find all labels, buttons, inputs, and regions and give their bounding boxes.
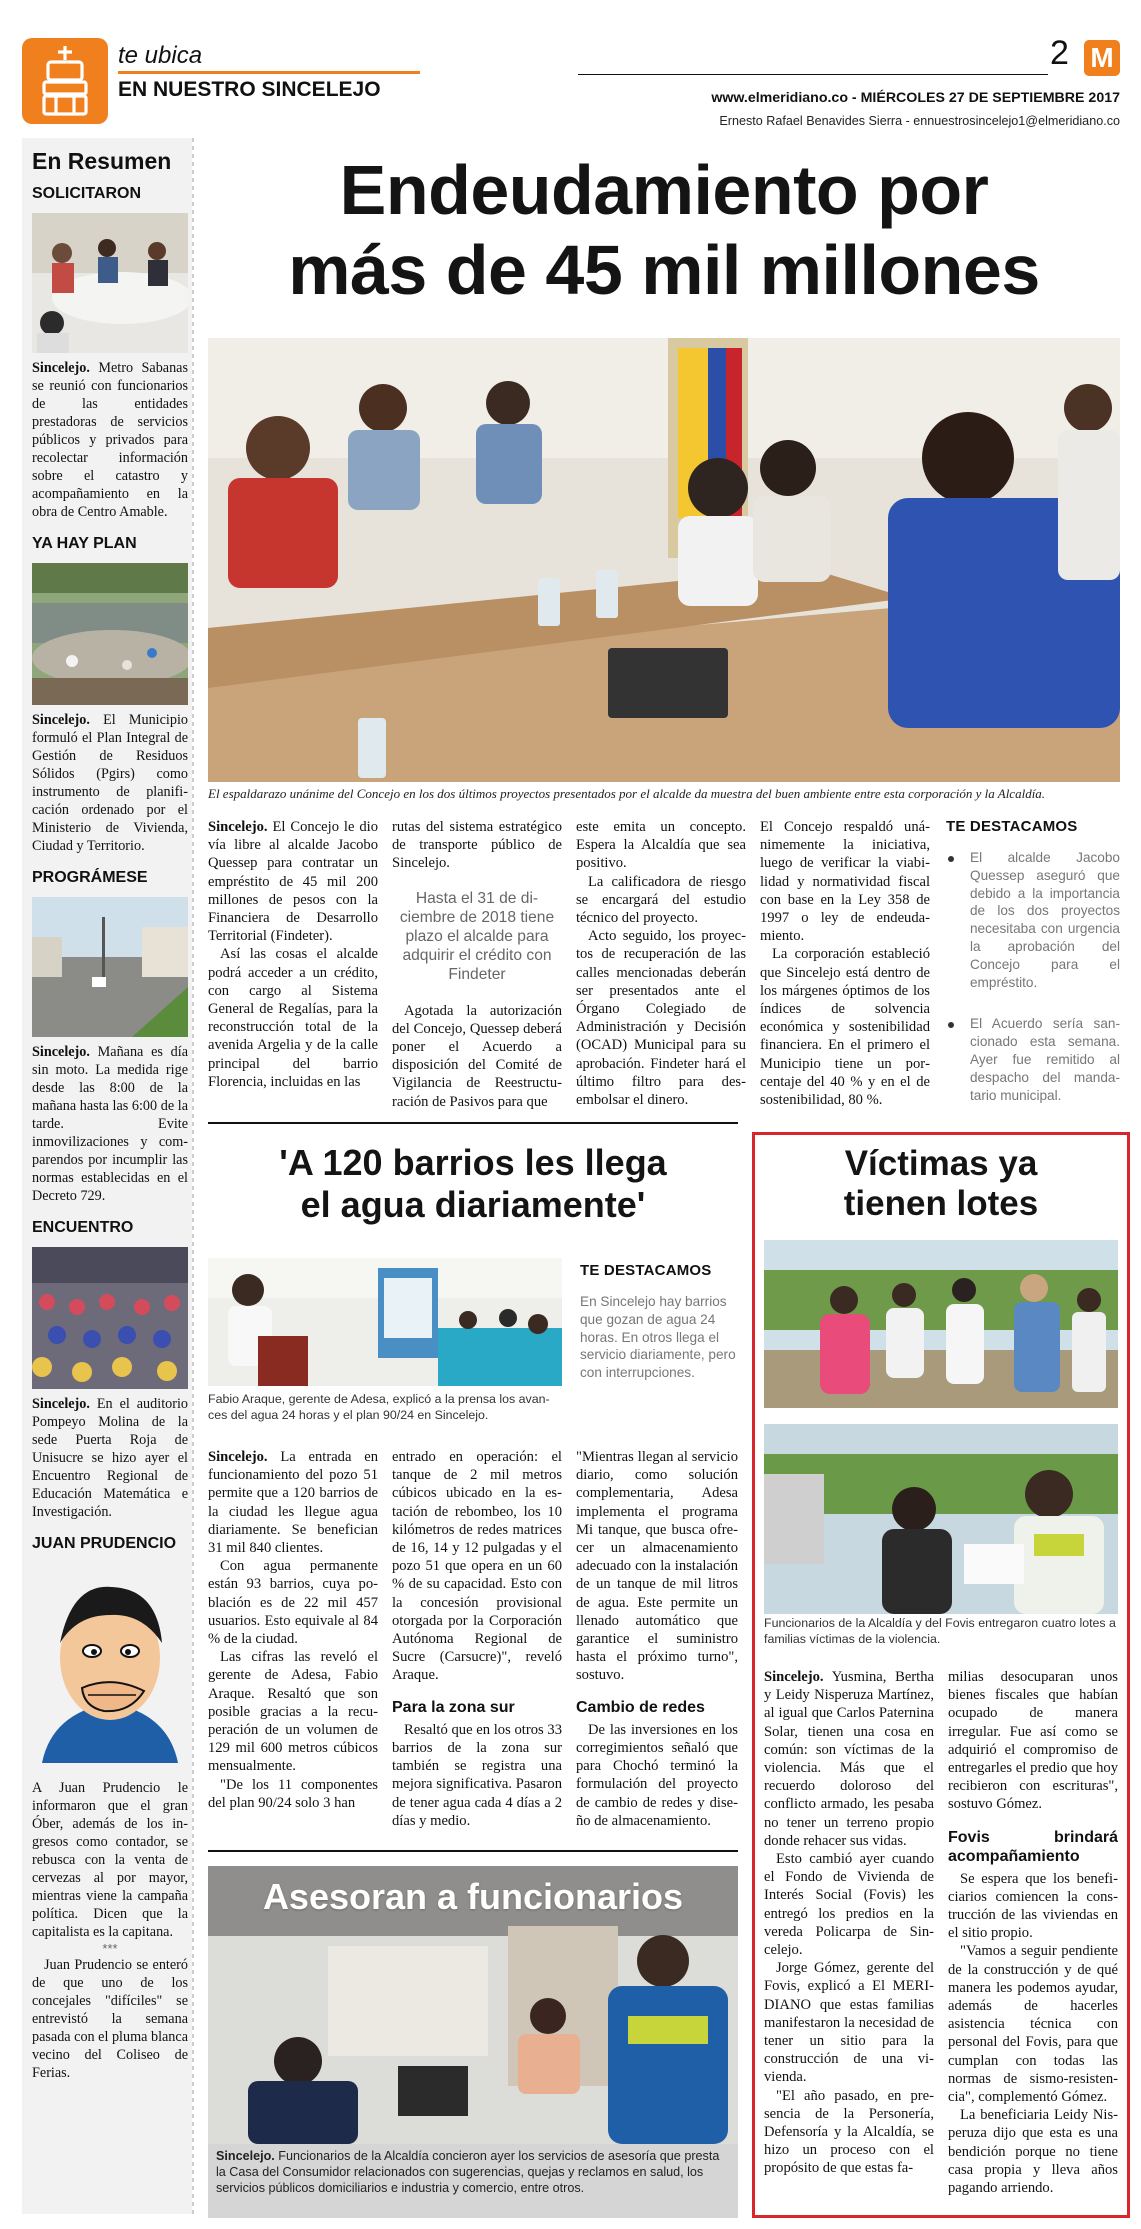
photo-adesa-press (208, 1258, 562, 1386)
text: El Concejo le dio vía libre al alcalde Jacobo Quessep para contratar un empréstito de 45 mil 200 millones de pesos con la Financiera de Desarrollo Territorial (Findeter). (208, 819, 378, 945)
top-rule (578, 74, 1048, 75)
main-headline-line2: más de 45 mil millones (288, 231, 1040, 309)
juan-prudencio-cartoon (32, 1563, 188, 1769)
victimas-headline-line1: Víctimas ya (844, 1144, 1038, 1183)
main-col-4 (760, 818, 930, 1109)
victimas-headline-line2: tienen lotes (843, 1184, 1039, 1223)
text: entrado en operación: el tanque de 2 mil metros cúbicos ubicado en la estación de rebombeo, los 10 kilómetros de redes matrices de 16, 14 y 12 pulgadas y el pozo 51 que opera en un 60 % de su capacidad. Esto con la concesión provisional otorgada por la Corporación Autónoma Regional de Sucre (Carsucre)", reveló Araque. (392, 1449, 562, 1684)
agua-col-3 (576, 1448, 738, 1830)
text: La calificadora de riesgo se encargará del estudio técnico del proyecto. (576, 873, 746, 927)
lead: Sincelejo. (208, 819, 268, 835)
sidebar-extra: Juan Prudencio se enteró de que uno de los concejales "difíciles" se entrevistó la semana pasada con el pluma blanca vecino del Coliseo de Ferias. (32, 1957, 188, 2081)
victimas-col-1 (764, 1668, 934, 2178)
section-title-top: te ubica (118, 42, 203, 69)
victimas-photo-caption: Funcionarios de la Alcaldía y del Fovis entregaron cuatro lotes a familias víctimas de la violencia. (764, 1616, 1116, 1646)
editor-line: Ernesto Rafael Benavides Sierra - ennuestrosincelejo1@elmeridiano.co (719, 114, 1120, 128)
sidebar-text-2 (32, 1043, 188, 1205)
section-divider (208, 1850, 738, 1852)
dateline (560, 90, 1120, 106)
text: "El año pasado, en presencia de la Personería, Defensoría y la Alcaldía, se hizo un proceso con el propósito de que estas fa- (764, 2087, 934, 2177)
agua-headline-line2: el agua diariamente' (300, 1184, 646, 1225)
text: Yusmina, Bertha y Leidy Nisperuza Martínez, al igual que Carlos Paternina Solar, tienen una cosa en común: son víctimas de la violencia. Más que el recuerdo doloroso del conflicto armado, les pesaba no tener un terreno propio donde rehacer sus vidas. (764, 1669, 934, 1849)
section-title-rule (118, 71, 420, 74)
body: Metro Sabanas se reunió con funcionarios de las entidades prestadoras de servicios públicos y privados para recolectar información sobre el catastro y acompañamiento en la obra de Centro Amable. (32, 360, 188, 520)
victimas-headline (760, 1144, 1122, 1224)
logo-letter: M (1090, 42, 1114, 73)
text: Agotada la autorización del Concejo, Quessep deberá poner el Acuerdo a disposición del Comité de Vigilancia de Reestructuración de Pasivos para que (392, 1002, 562, 1110)
section-divider (208, 1122, 738, 1124)
photo-residuos-thumb (32, 563, 188, 705)
lead: Sincelejo. (32, 360, 90, 376)
agua-destacamos (580, 1262, 738, 1382)
sidebar-heading-ya-hay-plan: YA HAY PLAN (32, 535, 137, 552)
main-headline (208, 150, 1120, 310)
agua-subhead-zona-sur: Para la zona sur (392, 1698, 515, 1716)
text: La beneficiaria Leidy Nisperuza dijo que esta es una bendición porque no tiene casa propia y lleva años pagando arriendo. (948, 2107, 1118, 2197)
text: Así las cosas el alcalde podrá acceder a un crédito, con cargo al Sistema General de Regalías, para la reconstrucción total de la avenida Argelia y de la calle principal del barrio Florencia, incluidas en las (208, 946, 378, 1090)
main-headline-line1: Endeudamiento por (339, 151, 989, 229)
text: Acto seguido, los proyectos de recuperación de las calles mencionadas deberán ser presentados ante el Órgano Colegiado de Administración y Decisión (OCAD) Municipal para su aprobación. Findeter hará el último filtro para desembolsar el dinero. (576, 928, 746, 1109)
main-col-3 (576, 818, 746, 1109)
agua-photo-caption: Fabio Araque, gerente de Adesa, explicó a la prensa los avances del agua 24 horas y el plan 90/24 en Sincelejo. (208, 1392, 550, 1422)
bullet-icon (948, 856, 954, 862)
sidebar-stars: *** (102, 1941, 118, 1956)
text: "Mientras llegan al servicio diario, como solución complementaria, Adesa implementa el programa Mi tanque, que busca ofrecer un almacenamiento adecuado con la instalación de un tanque de mil litros de agua. Este permite un llenado automático que garantice el suministro hasta el próximo turno", sostuvo. (576, 1449, 738, 1684)
pullquote: Hasta el 31 de diciembre de 2018 tiene plazo el alcalde para adquirir el crédito con Findeter (399, 889, 555, 983)
lead: Sincelejo. (764, 1669, 824, 1685)
body: En el auditorio Pompeyo Molina de la sede Puerta Roja de Unisucre se hizo ayer el Encuentro Regional de Educación Matemática e Investigación. (32, 1396, 188, 1520)
destacamos-item-2: El Acuerdo sería sancionado esta semana. Ayer fue remitido al despacho del mandatario municipal. (970, 1016, 1120, 1103)
body: Mañana es día sin moto. La medida rige desde las 8:00 de la mañana hasta las 6:00 de la tarde. Evite inmovilizaciones y comparendos por incumplir las normas establecidas en el Decreto 729. (32, 1044, 188, 1204)
text: El Concejo respaldó unánimemente la iniciativa, luego de verificar la viabilidad y normatividad fiscal con base en la Ley 358 de 1997 o ley de endeudamiento. (760, 819, 930, 945)
text: Esto cambió ayer cuando el Fondo de Vivienda de Interés Social (Fovis) les entregó los predios en la vereda Policarpa de Sincelejo. (764, 1851, 934, 1959)
agua-col-1 (208, 1448, 378, 1812)
sidebar-title: En Resumen (32, 148, 172, 174)
body: El Municipio formuló el Plan Integral de Gestión de Residuos Sólidos (Pgirs) como instrumento de planificación ordenado por el Ministerio de Vivienda, Ciudad y Territorio. (32, 712, 188, 854)
text: Jorge Gómez, gerente del Fovis, explicó a El MERIDIANO que estas familias manifestaron la necesidad de tener un sitio para la construcción de una vivienda. (764, 1960, 934, 2086)
main-col-1 (208, 818, 378, 1091)
sidebar-text-1 (32, 711, 188, 855)
sidebar-text-0 (32, 359, 188, 521)
asesoran-caption (216, 2148, 732, 2196)
sidebar-heading-encuentro: ENCUENTRO (32, 1219, 134, 1236)
sidebar-border (192, 138, 194, 2214)
text: "De los 11 componentes del plan 90/24 solo 3 han (208, 1776, 378, 1811)
photo-concejo-session (208, 338, 1120, 782)
victimas-subhead: Fovis brindará acompañamiento (948, 1828, 1118, 1865)
text: Funcionarios de la Alcaldía concieron ayer los servicios de asesoría que presta la Casa del Consumidor relacionados con sugerencias, quejas y reclamos en salud, los servicios públicos domiciliarios e industria y comercio, entre otros. (216, 2149, 720, 2195)
bullet-icon (948, 1022, 954, 1028)
photo-lotes-1 (764, 1240, 1118, 1408)
text: La corporación estableció que Sincelejo está dentro de los márgenes óptimos de los índices de solvencia económica y sostenibilidad financiera. En el primero el Municipio tiene un porcentaje del 40 % y en el de sostenibilidad, 80 %. (760, 946, 930, 1109)
sidebar-content (32, 148, 188, 2082)
main-photo-caption: El espaldarazo unánime del Concejo en los dos últimos proyectos presentados por el alcalde da muestra del buen ambiente entre esta corporación y la Alcaldía. (208, 786, 1046, 801)
text: Se espera que los beneficiarios comiencen la construcción de las viviendas en el sitio propio. (948, 1870, 1118, 1942)
section-title-bottom: EN NUESTRO SINCELEJO (118, 78, 381, 101)
photo-avenue-thumb (32, 897, 188, 1037)
photo-meeting-thumb (32, 213, 188, 353)
text: rutas del sistema estratégico de transporte público de Sincelejo. (392, 819, 562, 872)
photo-auditorium-thumb (32, 1247, 188, 1389)
lead: Sincelejo. (216, 2149, 275, 2163)
victimas-col-2 (948, 1668, 1118, 2197)
agua-subhead-cambio-redes: Cambio de redes (576, 1698, 705, 1716)
destacamos-item-1: El alcalde Jacobo Quessep aseguró que debido a la importancia de los dos proyectos necesitaba con urgencia la aprobación del Concejo para el empréstito. (970, 850, 1120, 990)
meridiano-logo (1084, 40, 1120, 76)
main-col-2 (392, 818, 562, 1111)
site-url[interactable]: www.elmeridiano.co (711, 90, 848, 106)
destacamos-title: TE DESTACAMOS (580, 1262, 712, 1279)
agua-headline (208, 1142, 738, 1226)
section-logo (22, 38, 108, 124)
text: La entrada en funcionamiento del pozo 51 permite que a 120 barrios de la ciudad les llegue agua diariamente. Se benefician 31 mil 840 clientes. (208, 1449, 378, 1557)
lead: Sincelejo. (32, 712, 90, 728)
sidebar-heading-juan-prudencio: JUAN PRUDENCIO (32, 1535, 177, 1552)
lead: Sincelejo. (32, 1396, 90, 1412)
destacamos-title: TE DESTACAMOS (946, 818, 1078, 835)
text: Las cifras las reveló el gerente de Adesa, Fabio Araque. Resaltó que son posible gracias a la recuperación de un volumen de 129 mil 600 metros cúbicos mensualmente. (208, 1649, 378, 1775)
sidebar-text-4: A Juan Prudencio le informaron que el gran Óber, además de los ingresos como contador, se rebusca con la venta de cervezas al por mayor, mientras viene la campaña política. Dicen que la capitalista es la capitana. (32, 1780, 188, 1940)
text: "Vamos a seguir pendiente de la construcción y de qué manera les podemos ayudar, además de hacerles asistencia técnica con personal del Fovis, para que cumplan con todas las normas de sismo-resistencia", complementó Gómez. (948, 1943, 1118, 2106)
sidebar-text-3 (32, 1395, 188, 1521)
lead: Sincelejo. (208, 1449, 268, 1465)
text: Resaltó que en los otros 33 barrios de la zona sur también se registra una mejora significativa. Pasaron de tener agua cada 4 días a 2 días y medio. (392, 1721, 562, 1829)
church-icon (22, 38, 108, 124)
page-number: 2 (1050, 34, 1069, 72)
text: este emita un concepto. Espera la Alcaldía que sea positivo. (576, 819, 746, 872)
lead: Sincelejo. (32, 1044, 90, 1060)
agua-headline-line1: 'A 120 barrios les llega (279, 1142, 667, 1183)
text: De las inversiones en los corregimientos señaló que para Chochó terminó la formulación del proyecto de cambio de redes y diseño de almacenamiento. (576, 1721, 738, 1829)
photo-lotes-2 (764, 1424, 1118, 1614)
main-destacamos (946, 818, 1120, 1104)
asesoran-headline: Asesoran a funcionarios (262, 1876, 684, 1917)
text: Con agua permanente están 93 barrios, cuya población es de 22 mil 457 usuarios. Esto equivale al 84 % de la ciudad. (208, 1558, 378, 1648)
destacamos-text: En Sincelejo hay barrios que gozan de agua 24 horas. En otros llega el servicio diariamente, pero con interrupciones. (580, 1294, 736, 1381)
sidebar-heading-programese: PROGRÁMESE (32, 869, 148, 886)
text: milias desocuparan unos bienes fiscales que habían ocupado de manera irregular. Fue así como se adquirió el compromiso de entregarles el predio que hoy recibieron con escrituras", sostuvo Gómez. (948, 1669, 1118, 1813)
agua-col-2 (392, 1448, 562, 1830)
sidebar-heading-solicitaron: SOLICITARON (32, 185, 142, 202)
issue-date: - MIÉRCOLES 27 DE SEPTIEMBRE 2017 (847, 90, 1120, 106)
asesoran-block (208, 1866, 738, 2218)
